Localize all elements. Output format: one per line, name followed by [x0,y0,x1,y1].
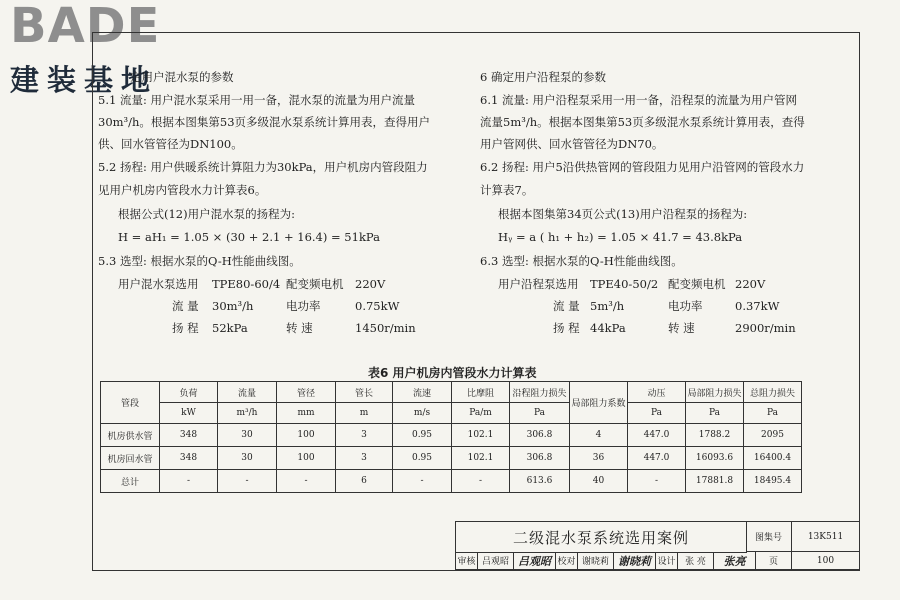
left-p1b: 30m³/h。根据本图集第53页多级混水泵系统计算用表，查得用户 [98,115,431,129]
cell: 18495.4 [744,470,802,493]
table-row [101,447,802,470]
reviewer-signature: 吕观昭 [514,552,556,570]
check-label: 校对 [556,552,578,570]
cell: 306.8 [510,447,570,470]
unit-cell: mm [277,403,336,424]
header-cell: 局部阻力系数 [570,382,628,424]
designer-signature: 张亮 [714,552,756,570]
header-cell: 管段 [101,382,160,424]
atlas-number: 13K511 [792,522,859,552]
checker-signature: 谢晓莉 [614,552,656,570]
cell: 447.0 [628,447,686,470]
page-number: 100 [792,552,859,570]
right-p1b: 流量5m³/h。根据本图集第53页多级混水泵系统计算用表，查得 [480,115,805,129]
hydraulic-table [100,381,802,493]
cell: 机房回水管 [101,447,160,470]
review-label: 审核 [456,552,478,570]
right-p3: 根据本图集第34页公式(13)用户沿程泵的扬程为: [498,207,748,221]
header-cell: 流速 [393,382,452,403]
design-label: 设计 [656,552,678,570]
right-flow: 5m³/h [590,299,625,313]
unit-cell: m³/h [218,403,277,424]
unit-cell: Pa [510,403,570,424]
left-p3: 根据公式(12)用户混水泵的扬程为: [118,207,295,221]
logo-subtitle: 建装基地 [10,63,159,97]
right-speed: 2900r/min [735,321,796,335]
cell: - [218,470,277,493]
right-speed-label: 转 速 [668,321,695,335]
unit-cell: Pa/m [452,403,510,424]
drawing-title: 二级混水泵系统选用案例 [456,522,747,553]
left-pump-model: TPE80-60/4 [212,277,281,291]
cell: 6 [336,470,393,493]
right-p2a: 6.2 扬程: 用户5沿供热管网的管段阻力见用户沿管网的管段水力 [480,160,805,174]
right-p1a: 6.1 流量: 用户沿程泵采用一用一备，沿程泵的流量为用户管网 [480,93,797,107]
right-power: 0.37kW [735,299,780,313]
header-cell: 局部阻力损失 [686,382,744,403]
right-heading: 6 确定用户沿程泵的参数 [480,70,606,84]
cell: 17881.8 [686,470,744,493]
table-header-row-1 [101,382,802,403]
right-p2b: 计算表7。 [480,183,534,197]
right-head: 44kPa [590,321,626,335]
cell: 4 [570,424,628,447]
cell: 机房供水管 [101,424,160,447]
cell: 0.95 [393,447,452,470]
atlas-label: 图集号 [746,522,792,552]
left-speed-label: 转 速 [286,321,313,335]
unit-cell: m/s [393,403,452,424]
cell: 3 [336,447,393,470]
left-pump-label: 用户混水泵选用 [118,277,199,291]
unit-cell: Pa [744,403,802,424]
right-pump-voltage: 220V [735,277,766,291]
table-row [101,424,802,447]
right-pump-label: 用户沿程泵选用 [498,277,579,291]
table-row [101,470,802,493]
right-p1c: 用户管网供、回水管管径为DN70。 [480,137,664,151]
cell: 348 [160,447,218,470]
cell: 613.6 [510,470,570,493]
title-block [455,521,859,570]
reviewer-name: 吕观昭 [478,552,514,570]
header-cell: 流量 [218,382,277,403]
left-head: 52kPa [212,321,248,335]
cell: 306.8 [510,424,570,447]
header-cell: 负荷 [160,382,218,403]
cell: 16400.4 [744,447,802,470]
cell: - [628,470,686,493]
cell: 2095 [744,424,802,447]
left-p2b: 见用户机房内管段水力计算表6。 [98,183,267,197]
header-cell: 动压 [628,382,686,403]
cell: 447.0 [628,424,686,447]
page-label: 页 [756,552,792,570]
unit-cell: kW [160,403,218,424]
unit-cell: Pa [686,403,744,424]
cell: 40 [570,470,628,493]
cell: 3 [336,424,393,447]
designer-name: 张 亮 [678,552,714,570]
left-p1c: 供、回水管管径为DN100。 [98,137,243,151]
cell: 100 [277,424,336,447]
cell: - [277,470,336,493]
right-power-label: 电功率 [668,299,703,313]
left-pump-motor: 配变频电机 [286,277,344,291]
cell: - [393,470,452,493]
header-cell: 总阻力损失 [744,382,802,403]
header-cell: 管径 [277,382,336,403]
logo-text: BADE [10,0,161,54]
cell: 30 [218,447,277,470]
left-power-label: 电功率 [286,299,321,313]
left-p2a: 5.2 扬程: 用户供暖系统计算阻力为30kPa，用户机房内管段阻力 [98,160,428,174]
cell: 16093.6 [686,447,744,470]
right-pump-model: TPE40-50/2 [590,277,659,291]
left-speed: 1450r/min [355,321,416,335]
left-p4: 5.3 选型: 根据水泵的Q-H性能曲线图。 [98,254,301,268]
cell: 348 [160,424,218,447]
cell: 100 [277,447,336,470]
right-pump-motor: 配变频电机 [668,277,726,291]
right-head-label: 扬 程 [553,321,580,335]
left-pump-voltage: 220V [355,277,386,291]
right-formula: Hᵧ = a ( h₁ + h₂) = 1.05 × 41.7 = 43.8kPa [498,230,743,244]
cell: 30 [218,424,277,447]
unit-cell: m [336,403,393,424]
cell: 102.1 [452,447,510,470]
cell: 0.95 [393,424,452,447]
left-flow: 30m³/h [212,299,254,313]
right-p4: 6.3 选型: 根据水泵的Q-H性能曲线图。 [480,254,683,268]
left-heading: 定用户混水泵的参数 [130,70,234,84]
header-cell: 沿程阻力损失 [510,382,570,403]
left-power: 0.75kW [355,299,400,313]
left-p1a: 5.1 流量: 用户混水泵采用一用一备，混水泵的流量为用户流量 [98,93,415,107]
cell: - [160,470,218,493]
header-cell: 管长 [336,382,393,403]
unit-cell: Pa [628,403,686,424]
table-header-row-2 [101,403,802,424]
cell: 36 [570,447,628,470]
checker-name: 谢晓莉 [578,552,614,570]
cell: 102.1 [452,424,510,447]
left-formula: H = aH₁ = 1.05 × (30 + 2.1 + 16.4) = 51kPa [118,230,380,244]
cell: - [452,470,510,493]
header-cell: 比摩阻 [452,382,510,403]
cell: 总计 [101,470,160,493]
right-flow-label: 流 量 [553,299,580,313]
left-head-label: 扬 程 [172,321,199,335]
cell: 1788.2 [686,424,744,447]
left-flow-label: 流 量 [172,299,199,313]
table-title: 表6 用户机房内管段水力计算表 [368,366,537,380]
